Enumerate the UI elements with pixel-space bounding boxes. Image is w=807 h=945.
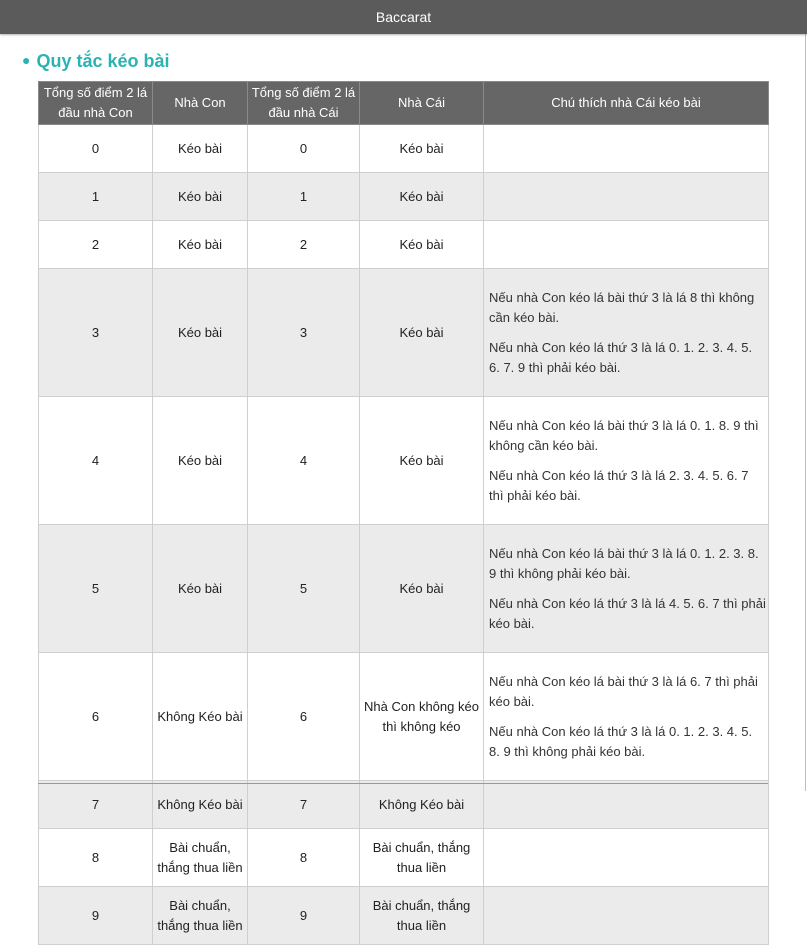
notes-cell bbox=[484, 221, 769, 269]
notes-cell bbox=[484, 653, 769, 781]
note-text: Nếu nhà Con kéo lá bài thứ 3 là lá 0. 1. 8. 9 thì không cần kéo bài. bbox=[489, 417, 759, 453]
player-points-cell: 7 bbox=[39, 781, 153, 829]
banker-points-cell: 1 bbox=[248, 173, 360, 221]
banker-action-cell: Kéo bài bbox=[360, 125, 484, 173]
player-action-cell: Kéo bài bbox=[153, 397, 248, 525]
notes-cell bbox=[484, 829, 769, 887]
banker-action-cell: Kéo bài bbox=[360, 525, 484, 653]
banker-action-cell: Không Kéo bài bbox=[360, 781, 484, 829]
banker-points-cell: 4 bbox=[248, 397, 360, 525]
player-points-cell: 2 bbox=[39, 221, 153, 269]
note-text: Nếu nhà Con kéo lá bài thứ 3 là lá 0. 1. 2. 3. 8. 9 thì không phải kéo bài. bbox=[489, 545, 759, 581]
header-banker-notes: Chú thích nhà Cái kéo bài bbox=[484, 82, 769, 125]
table-bottom-border bbox=[38, 783, 768, 784]
banker-points-cell: 2 bbox=[248, 221, 360, 269]
player-points-cell: 0 bbox=[39, 125, 153, 173]
banker-points-cell: 8 bbox=[248, 829, 360, 887]
notes-cell bbox=[484, 887, 769, 945]
banker-points-cell: 0 bbox=[248, 125, 360, 173]
player-points-cell: 6 bbox=[39, 653, 153, 781]
scroll-edge bbox=[805, 34, 806, 791]
table-row bbox=[39, 397, 769, 525]
banker-action-cell: Bài chuẩn, thắng thua liền bbox=[360, 829, 484, 887]
header-banker-points: Tổng số điểm 2 lá đầu nhà Cái bbox=[248, 82, 360, 125]
table-row bbox=[39, 887, 769, 945]
table-row bbox=[39, 125, 769, 173]
player-action-cell: Kéo bài bbox=[153, 125, 248, 173]
notes-cell bbox=[484, 397, 769, 525]
banker-points-cell: 6 bbox=[248, 653, 360, 781]
player-action-cell: Không Kéo bài bbox=[153, 781, 248, 829]
table-row bbox=[39, 173, 769, 221]
banker-action-cell: Nhà Con không kéo thì không kéo bbox=[360, 653, 484, 781]
player-points-cell: 1 bbox=[39, 173, 153, 221]
banker-points-cell: 7 bbox=[248, 781, 360, 829]
table-row bbox=[39, 653, 769, 781]
banker-points-cell: 9 bbox=[248, 887, 360, 945]
note-text: Nếu nhà Con kéo lá bài thứ 3 là lá 8 thì không cần kéo bài. bbox=[489, 289, 755, 325]
banker-action-cell: Bài chuẩn, thắng thua liền bbox=[360, 887, 484, 945]
player-points-cell: 3 bbox=[39, 269, 153, 397]
table-row bbox=[39, 269, 769, 397]
notes-cell bbox=[484, 269, 769, 397]
notes-cell bbox=[484, 125, 769, 173]
player-action-cell: Bài chuẩn, thắng thua liền bbox=[153, 887, 248, 945]
notes-cell bbox=[484, 781, 769, 829]
player-action-cell: Kéo bài bbox=[153, 525, 248, 653]
note-text: Nếu nhà Con kéo lá thứ 3 là lá 4. 5. 6. 7 thì phải kéo bài. bbox=[489, 595, 766, 631]
section-title: Quy tắc kéo bài bbox=[36, 51, 170, 71]
notes-cell bbox=[484, 173, 769, 221]
bullet-icon: ● bbox=[22, 52, 31, 68]
banker-points-cell: 5 bbox=[248, 525, 360, 653]
note-text: Nếu nhà Con kéo lá thứ 3 là lá 0. 1. 2. 3. 4. 5. 6. 7. 9 thì phải kéo bài. bbox=[489, 339, 753, 375]
header-player: Nhà Con bbox=[153, 82, 248, 125]
player-points-cell: 5 bbox=[39, 525, 153, 653]
note-text: Nếu nhà Con kéo lá thứ 3 là lá 2. 3. 4. 5. 6. 7 thì phải kéo bài. bbox=[489, 467, 749, 503]
header-player-points: Tổng số điểm 2 lá đầu nhà Con bbox=[39, 82, 153, 125]
window-title-bar bbox=[0, 0, 807, 34]
player-action-cell: Kéo bài bbox=[153, 221, 248, 269]
banker-points-cell: 3 bbox=[248, 269, 360, 397]
header-banker: Nhà Cái bbox=[360, 82, 484, 125]
note-text: Nếu nhà Con kéo lá thứ 3 là lá 0. 1. 2. 3. 4. 5. 8. 9 thì không phải kéo bài. bbox=[489, 723, 753, 759]
player-points-cell: 4 bbox=[39, 397, 153, 525]
notes-cell bbox=[484, 525, 769, 653]
banker-action-cell: Kéo bài bbox=[360, 221, 484, 269]
table-row bbox=[39, 221, 769, 269]
table-header-row bbox=[39, 82, 769, 125]
section-heading bbox=[22, 48, 170, 73]
player-action-cell: Bài chuẩn, thắng thua liền bbox=[153, 829, 248, 887]
table-row bbox=[39, 829, 769, 887]
player-action-cell: Kéo bài bbox=[153, 173, 248, 221]
banker-action-cell: Kéo bài bbox=[360, 397, 484, 525]
player-points-cell: 9 bbox=[39, 887, 153, 945]
player-action-cell: Kéo bài bbox=[153, 269, 248, 397]
table-row bbox=[39, 525, 769, 653]
banker-action-cell: Kéo bài bbox=[360, 173, 484, 221]
window-title: Baccarat bbox=[375, 9, 432, 25]
table-row bbox=[39, 781, 769, 829]
drawing-rules-table bbox=[38, 81, 769, 945]
player-action-cell: Không Kéo bài bbox=[153, 653, 248, 781]
player-points-cell: 8 bbox=[39, 829, 153, 887]
banker-action-cell: Kéo bài bbox=[360, 269, 484, 397]
note-text: Nếu nhà Con kéo lá bài thứ 3 là lá 6. 7 thì phải kéo bài. bbox=[489, 673, 758, 709]
